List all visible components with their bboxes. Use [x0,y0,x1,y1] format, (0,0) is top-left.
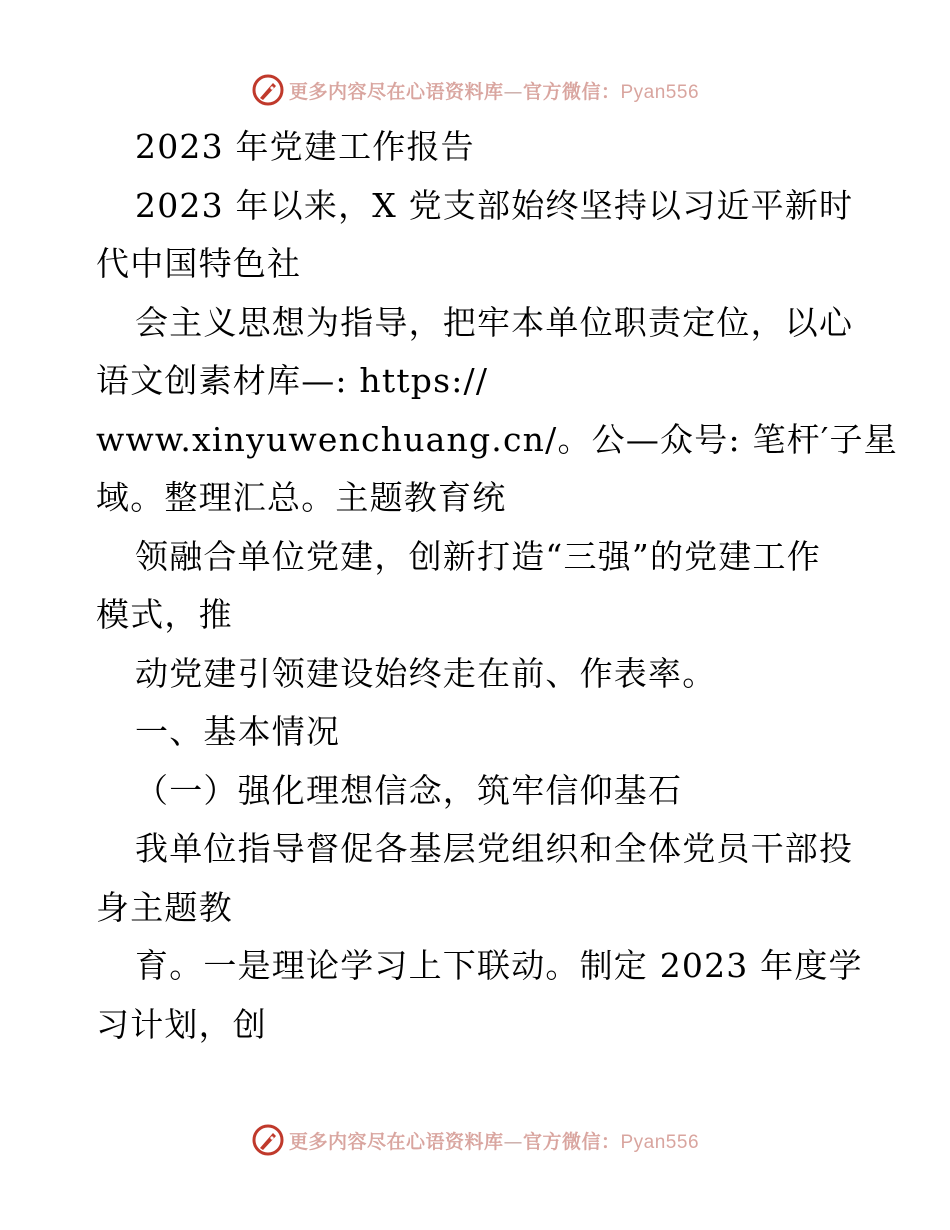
doc-line: 域。整理汇总。主题教育统 [96,478,507,517]
doc-line: 领融合单位党建，创新打造“三强”的党建工作 [135,536,821,576]
doc-line: 身主题教 [96,887,233,927]
watermark-wechat-label: 官方微信： [522,1130,621,1153]
footer-watermark-banner [0,1120,950,1160]
section-heading: 一、基本情况 [135,712,341,751]
document-body [96,118,898,1054]
pen-nib-logo-icon [251,1123,285,1157]
doc-line: 习计划，创 [96,1004,267,1044]
doc-line: 会主义思想为指导，把牢本单位职责定位，以心 [135,302,854,342]
doc-line: 动党建引领建设始终走在前、作表率。 [135,653,717,693]
doc-title: 2023 年党建工作报告 [135,127,475,166]
watermark-text [289,77,699,104]
doc-line: 语文创素材库—: https:// [96,361,489,400]
watermark-slogan: 更多内容尽在心语资料库 [288,1130,504,1153]
watermark-dash: — [503,1130,523,1153]
header-watermark-banner [0,70,950,110]
pen-nib-logo-icon [251,73,285,107]
watermark-slogan: 更多内容尽在心语资料库 [288,80,504,103]
doc-line: www.xinyuwenchuang.cn/。公—众号: 笔杆′子星 [96,419,898,459]
doc-line: 代中国特色社 [96,244,302,283]
watermark-dash: — [503,80,523,103]
watermark-wechat-label: 官方微信： [522,80,621,103]
subsection-heading: （一）强化理想信念，筑牢信仰基石 [135,770,683,810]
doc-line: 我单位指导督促各基层党组织和全体党员干部投 [135,829,854,868]
watermark-wechat-id: Pyan556 [620,1131,700,1153]
doc-line: 育。一是理论学习上下联动。制定 2023 年度学 [135,946,863,985]
doc-line: 2023 年以来，X 党支部始终坚持以习近平新时 [135,185,854,225]
doc-line: 模式，推 [96,595,233,634]
watermark-text [289,1127,699,1154]
watermark-wechat-id: Pyan556 [620,81,700,103]
